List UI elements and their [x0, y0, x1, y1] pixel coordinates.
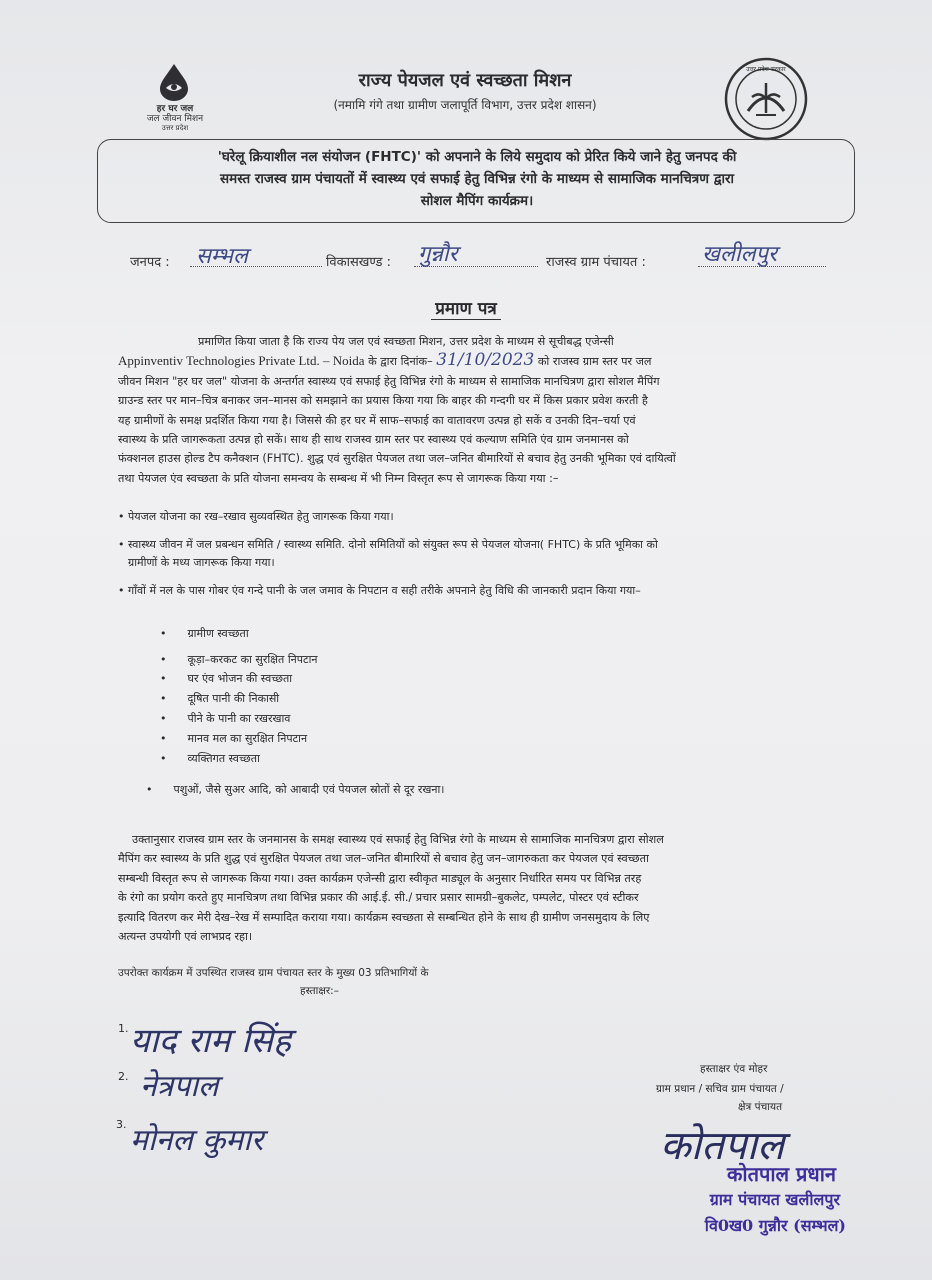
- participant-number-2: 2.: [118, 1070, 129, 1083]
- district-value: सम्भल: [196, 244, 248, 269]
- program-line-3: सोशल मैपिंग कार्यक्रम।: [420, 193, 534, 209]
- program-line-2: समस्त राजस्व ग्राम पंचायतों में स्वास्थ्य एवं सफाई हेतु विभिन्न रंगो के माध्यम से सामाजिक मानचित्रण द्वारा: [220, 171, 734, 187]
- bullet-item: • स्वास्थ्य जीवन में जल प्रबन्धन समिति / स्वास्थ्य समिति. दोनो समितियों को संयुक्त रूप से पेयजल योजना( FHTC) के प्रति भूमिका को: [118, 538, 658, 551]
- conclusion-line: सम्बन्धी विस्तृत रूप से जागरूक किया गया। उक्त कार्यक्रम एजेन्सी द्वारा स्वीकृत माड्यूल के अनुसार निर्धारित समय पर विभिन्न तरह: [118, 871, 642, 885]
- mission-title: राज्य पेयजल एवं स्वच्छता मिशन: [358, 70, 572, 91]
- para-line-2-mid: के द्वारा दिनांक–: [368, 355, 433, 369]
- sub-list-item: • घर एंव भोजन की स्वच्छता: [160, 672, 293, 685]
- participant-number-3: 3.: [116, 1118, 127, 1131]
- sub-list-item: • व्यक्तिगत स्वच्छता: [160, 752, 260, 765]
- emblem-text: उत्तर प्रदेश सरकार: [746, 66, 786, 73]
- logo-caption-3: उत्तर प्रदेश: [161, 124, 189, 132]
- authority-label-2: ग्राम प्रधान / सचिव ग्राम पंचायत /: [656, 1083, 784, 1095]
- sub-list-item: • दूषित पानी की निकासी: [160, 692, 280, 705]
- pradhan-signature: कोतपाल: [660, 1123, 785, 1169]
- conclusion-line: के रंगो का प्रयोग करते हुए मानचित्रण तथा विभिन्न प्रकार की आई.ई. सी./ प्रचार प्रसार सामग्री–बुकलेट, पम्पलेट, पोस्टर एवं स्टीकर: [118, 891, 639, 905]
- up-government-emblem: [722, 55, 810, 143]
- panchayat-label: राजस्व ग्राम पंचायत :: [546, 255, 646, 270]
- participants-caption: उपरोक्त कार्यक्रम में उपस्थित राजस्व ग्राम पंचायत स्तर के मुख्य 03 प्रतिभागियों के: [118, 967, 429, 979]
- block-label: विकासखण्ड :: [326, 255, 392, 270]
- participant-signature-2: नेत्रपाल: [140, 1069, 219, 1104]
- panchayat-value: खलीलपुर: [702, 242, 778, 267]
- conclusion-line: मैपिंग कर स्वास्थ्य के प्रति शुद्ध एवं सुरक्षित पेयजल तथा जल–जनित बीमारियों से बचाव हेतु जन–जागरुकता कर पेयजल एवं स्वच्छता: [118, 852, 649, 866]
- para-line-2: [118, 351, 874, 371]
- program-title-box: [97, 139, 855, 223]
- block-value: गुन्नौर: [418, 242, 458, 267]
- sub-list-item: • कूड़ा–करकट का सुरक्षित निपटान: [160, 653, 318, 666]
- sub-list-item: • ग्रामीण स्वच्छता: [160, 627, 249, 640]
- para-line-6: स्वास्थ्य के प्रति जागरूकता उत्पन्न हो सकें। साथ ही साथ राजस्व ग्राम स्तर पर स्वास्थ्य एवं कल्याण समिति एंव ग्राम जनमानस को: [118, 433, 629, 447]
- authority-label-1: हस्ताक्षर एंव मोहर: [700, 1063, 768, 1075]
- program-title-text: [112, 146, 842, 212]
- conclusion-line: उक्तानुसार राजस्व ग्राम स्तर के जनमानस के समक्ष स्वास्थ्य एवं सफाई हेतु विभिन्न रंगो के माध्यम से सामाजिक मानचित्रण द्वारा सोशल: [132, 833, 664, 846]
- certificate-heading: [0, 296, 932, 319]
- bullet-item: • पेयजल योजना का रख–रखाव सुव्यवस्थित हेतु जागरूक किया गया।: [118, 510, 394, 523]
- certificate-paragraph: [118, 332, 874, 488]
- conclusion-line: इत्यादि वितरण कर मेरी देख–रेख में सम्पादित कराया गया। कार्यक्रम स्वच्छता से सम्बन्धित होने के साथ ही ग्रामीण जनसमुदाय के लिए: [118, 910, 650, 924]
- conclusion-line: अत्यन्त उपयोगी एवं लाभप्रद रहा।: [118, 930, 253, 944]
- participant-signature-1: याद राम सिंह: [130, 1021, 292, 1061]
- sub-list-item: • पशुओं, जैसे सुअर आदि, को आबादी एवं पेयजल स्रोतों से दूर रखना।: [146, 783, 445, 796]
- conclusion-paragraph: [118, 830, 874, 946]
- bullet-list: [118, 508, 878, 600]
- jal-jeevan-mission-logo: [130, 62, 220, 132]
- para-line-4: ग्राउन्ड स्तर पर मान–चित्र बनाकर जन–मानस को समझाने का प्रयास किया गया कि बाहर की गन्दगी घर में किस प्रकार प्रवेश करती है: [118, 394, 648, 408]
- program-date: 31/10/2023: [436, 350, 535, 371]
- mission-subtitle: (नमामि गंगे तथा ग्रामीण जलापूर्ति विभाग, उत्तर प्रदेश शासन): [333, 98, 597, 112]
- para-line-3: जीवन मिशन "हर घर जल" योजना के अन्तर्गत स्वास्थ्य एवं सफाई हेतु विभिन्न रंगो के माध्यम से सामाजिक मानचित्रण द्वारा सोशल मैपिंग: [118, 374, 660, 388]
- stamp-line-1: कोतपाल प्रधान: [727, 1162, 836, 1186]
- participant-number-1: 1.: [118, 1022, 129, 1035]
- agency-name: Appinventiv Technologies Private Ltd. – Noida: [118, 353, 365, 369]
- para-line-1: प्रमाणित किया जाता है कि राज्य पेय जल एवं स्वच्छता मिशन, उत्तर प्रदेश के माध्यम से सूचीबद्ध एजेन्सी: [198, 335, 614, 348]
- participants-signature-label: हस्ताक्षर:–: [300, 985, 339, 997]
- para-line-5: यह ग्रामीणों के समक्ष प्रदर्शित किया गया है। जिससे की हर घर में साफ–सफाई का वातावरण उत्पन्न हो सकें व उनकी दिन–चर्या एवं: [118, 413, 636, 427]
- bullet-item: • गाँवों में नल के पास गोबर एंव गन्दे पानी के जल जमाव के निपटान व सही तरीके अपनाने हेतु विधि की जानकारी प्रदान किया गया–: [118, 584, 641, 597]
- para-line-2-end: को राजस्व ग्राम स्तर पर जल: [537, 355, 652, 369]
- para-line-8: तथा पेयजल एंव स्वच्छता के प्रति योजना समन्वय के सम्बन्ध में भी निम्न विस्तृत रूप से जागरूक किया गया :–: [118, 471, 559, 485]
- stamp-line-2: ग्राम पंचायत खलीलपुर: [709, 1190, 840, 1209]
- para-line-7: फंक्शनल हाउस होल्ड टैप कनैक्शन (FHTC). शुद्ध एवं सुरक्षित पेयजल तथा जल–जनित बीमारियों से बचाव हेतु उनकी भूमिका एवं दायित्वों: [118, 452, 676, 466]
- program-line-1: 'घरेलू क्रियाशील नल संयोजन (FHTC)' को अपनाने के लिये समुदाय को प्रेरित किये जाने हेतु जनपद की: [217, 149, 737, 165]
- certificate-heading-text: प्रमाण पत्र: [431, 299, 501, 320]
- bullet-item-continued: ग्रामीणों के मध्य जागरूक किया गया।: [128, 556, 275, 569]
- sub-list-item: • मानव मल का सुरक्षित निपटान: [160, 732, 308, 745]
- stamp-line-3: वि0ख0 गुन्नौर (सम्भल): [704, 1216, 846, 1235]
- district-label: जनपद :: [130, 255, 170, 270]
- logo-caption-1: हर घर जल: [156, 104, 194, 114]
- water-drop-icon: [154, 62, 194, 102]
- sub-list-item: • पीने के पानी का रखरखाव: [160, 712, 291, 725]
- authority-label-3: क्षेत्र पंचायत: [738, 1101, 783, 1113]
- participant-signature-3: मोनल कुमार: [130, 1123, 264, 1158]
- logo-caption-2: जल जीवन मिशन: [146, 114, 204, 124]
